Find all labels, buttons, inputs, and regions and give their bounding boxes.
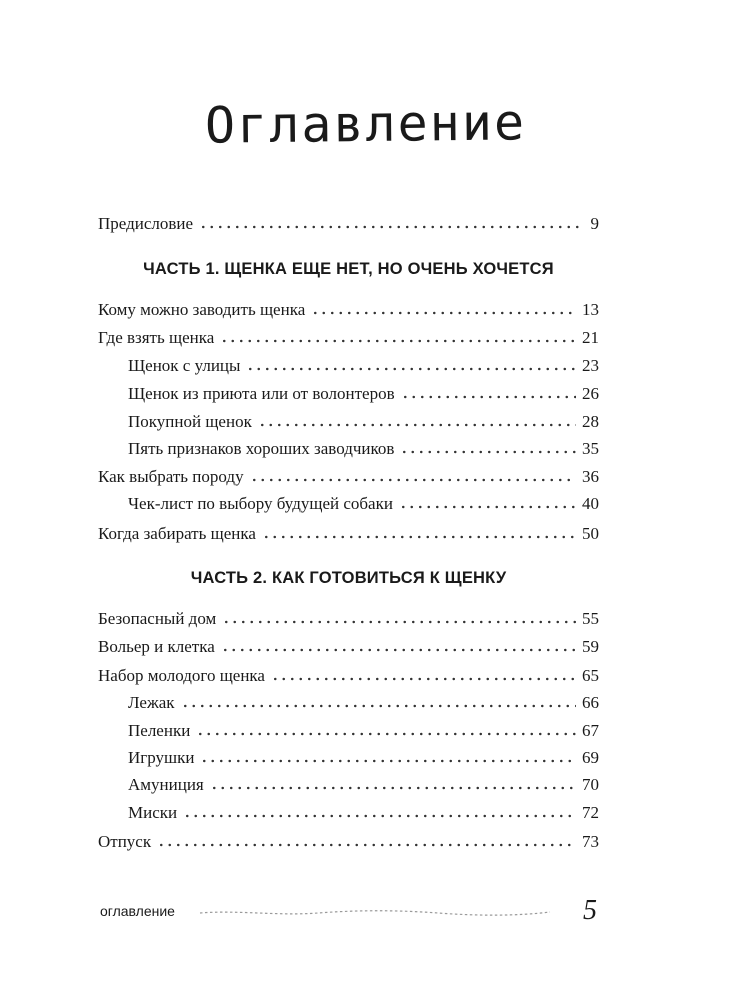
toc-entry-page: 69: [582, 748, 599, 767]
dot-leader: [400, 450, 576, 454]
toc-entry: [98, 662, 599, 686]
toc-subentry: [128, 717, 599, 741]
toc-entry: [98, 520, 599, 544]
toc-entry-label: Щенок из приюта или от волонтеров: [128, 384, 395, 403]
toc-entry: [98, 296, 599, 320]
toc-entry-label: Как выбрать породу: [98, 467, 244, 486]
toc-entry-page: 65: [582, 666, 599, 685]
toc-entry-label: Лежак: [128, 693, 175, 712]
toc-entry: [98, 463, 599, 487]
toc-entry-label: Миски: [128, 803, 178, 822]
toc-subentry: [128, 408, 599, 432]
dot-leader: [199, 225, 579, 229]
toc-entry-label: Пять признаков хороших заводчиков: [128, 439, 395, 458]
toc-entry-label: Чек-лист по выбору будущей собаки: [128, 494, 393, 513]
toc-entry-page: 36: [582, 467, 599, 486]
dot-leader: [222, 620, 576, 624]
toc-entry: [98, 633, 599, 657]
toc-entry: [98, 605, 599, 629]
decorative-dashed-wave: [198, 908, 552, 918]
toc-entry-label: Когда забирать щенка: [98, 524, 256, 543]
toc-entry-page: 72: [582, 803, 599, 822]
toc-entry-label: Набор молодого щенка: [98, 666, 265, 685]
toc-entry-label: Щенок с улицы: [128, 356, 241, 375]
dot-leader: [196, 732, 576, 736]
running-footer-label: оглавление: [100, 903, 175, 919]
toc-entry: [98, 324, 599, 348]
toc-entry-label: Безопасный дом: [98, 609, 217, 628]
dot-leader: [200, 759, 576, 763]
dot-leader: [401, 395, 576, 399]
toc-entry-label: Отпуск: [98, 832, 152, 851]
dot-leader: [399, 505, 576, 509]
toc-entry-preface: [98, 210, 599, 234]
dot-leader: [210, 786, 576, 790]
toc-entry-page: 23: [582, 356, 599, 375]
toc-entry-label: Амуниция: [128, 775, 204, 794]
toc-entry-page: 70: [582, 775, 599, 794]
toc-entry-page: 26: [582, 384, 599, 403]
toc-entry-page: 21: [582, 328, 599, 347]
dot-leader: [311, 311, 576, 315]
dot-leader: [250, 478, 576, 482]
toc-entry-page: 73: [582, 832, 599, 851]
toc-entry-page: 50: [582, 524, 599, 543]
dot-leader: [221, 648, 576, 652]
toc-subentry: [128, 689, 599, 713]
toc-entry-page: 13: [582, 300, 599, 319]
toc-subentry: [128, 380, 599, 404]
toc-subentry: [128, 744, 599, 768]
part-2-heading: ЧАСТЬ 2. КАК ГОТОВИТЬСЯ К ЩЕНКУ: [190, 569, 507, 587]
toc-subentry: [128, 799, 599, 823]
toc-subentry: [128, 352, 599, 376]
dot-leader: [258, 423, 576, 427]
toc-subentry: [128, 490, 599, 514]
toc-entry-page: 66: [582, 693, 599, 712]
dot-leader: [262, 535, 576, 539]
toc-entry-label: Игрушки: [128, 748, 195, 767]
toc-entry-page: 9: [590, 214, 599, 233]
page-number: 5: [583, 895, 597, 926]
toc-entry: [98, 828, 599, 852]
toc-entry-label: Покупной щенок: [128, 412, 252, 431]
toc-entry-label: Предисловие: [98, 214, 194, 233]
toc-entry-label: Пеленки: [128, 721, 191, 740]
dot-leader: [271, 677, 576, 681]
toc-entry-page: 35: [582, 439, 599, 458]
dot-leader: [181, 704, 576, 708]
toc-entry-page: 67: [582, 721, 599, 740]
toc-entry-page: 59: [582, 637, 599, 656]
dot-leader: [183, 814, 576, 818]
toc-entry-label: Вольер и клетка: [98, 637, 215, 656]
toc-subentry: [128, 435, 599, 459]
dot-leader: [157, 843, 576, 847]
dot-leader: [220, 339, 576, 343]
toc-entry-page: 40: [582, 494, 599, 513]
toc-entry-label: Кому можно заводить щенка: [98, 300, 306, 319]
part-1-heading: ЧАСТЬ 1. ЩЕНКА ЕЩЕ НЕТ, НО ОЧЕНЬ ХОЧЕТСЯ: [143, 260, 554, 278]
toc-subentry: [128, 771, 599, 795]
toc-entry-page: 55: [582, 609, 599, 628]
toc-entry-page: 28: [582, 412, 599, 431]
dot-leader: [246, 367, 576, 371]
toc-entry-label: Где взять щенка: [98, 328, 215, 347]
page-title: Оглавление: [204, 93, 527, 155]
